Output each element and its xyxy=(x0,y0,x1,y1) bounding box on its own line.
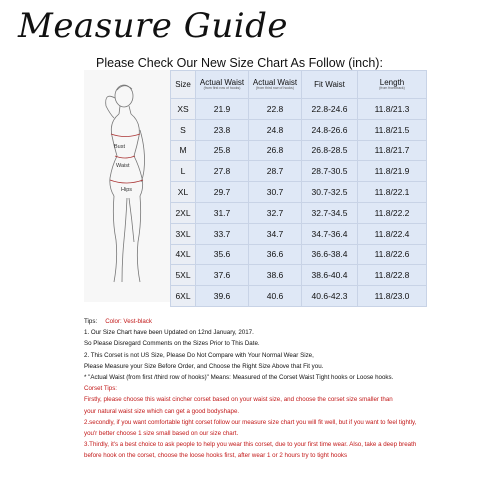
waist-label: Waist xyxy=(116,163,130,169)
actual-waist-third-cell: 26.8 xyxy=(249,140,302,161)
actual-waist-first-cell: 23.8 xyxy=(196,119,249,140)
fit-waist-cell: 40.6-42.3 xyxy=(302,286,358,307)
chart-subtitle: Please Check Our New Size Chart As Follow (inch): xyxy=(96,56,383,70)
actual-waist-first-cell: 39.6 xyxy=(196,286,249,307)
page-title: Measure Guide xyxy=(18,6,289,46)
header-fit-waist: Fit Waist xyxy=(302,71,358,99)
table-row xyxy=(171,99,427,120)
fit-waist-cell: 36.6-38.4 xyxy=(302,244,358,265)
tips-line: Tips: Color: Vest-black xyxy=(84,318,152,325)
actual-waist-third-cell: 24.8 xyxy=(249,119,302,140)
actual-waist-third-cell: 22.8 xyxy=(249,99,302,120)
corset-tips-heading: Corset Tips: xyxy=(84,385,118,393)
size-cell: 6XL xyxy=(171,286,196,307)
note-line: 2. This Corset is not US Size, Please Do Not Compare with Your Normal Wear Size, xyxy=(84,351,314,359)
size-cell: 4XL xyxy=(171,244,196,265)
length-cell: 11.8/21.5 xyxy=(358,119,427,140)
size-cell: XL xyxy=(171,182,196,203)
actual-waist-third-cell: 40.6 xyxy=(249,286,302,307)
header-actual-waist-first: Actual Waist (from first row of hooks) xyxy=(196,71,249,99)
length-cell: 11.8/21.7 xyxy=(358,140,427,161)
table-row xyxy=(171,119,427,140)
table-row xyxy=(171,140,427,161)
actual-waist-first-cell: 37.6 xyxy=(196,265,249,286)
corset-tip-line: 2.secondly, if you want comfortable tight corset follow our measure size chart you will fit well, but if you want to feel tightly, xyxy=(84,418,417,426)
length-cell: 11.8/21.9 xyxy=(358,161,427,182)
header-length: Length (from front/back) xyxy=(358,71,427,99)
actual-waist-first-cell: 25.8 xyxy=(196,140,249,161)
actual-waist-first-cell: 33.7 xyxy=(196,223,249,244)
actual-waist-first-cell: 31.7 xyxy=(196,202,249,223)
notes-section xyxy=(84,316,476,462)
size-cell: XS xyxy=(171,99,196,120)
fit-waist-cell: 28.7-30.5 xyxy=(302,161,358,182)
fit-waist-cell: 22.8-24.6 xyxy=(302,99,358,120)
table-header-row xyxy=(171,71,427,99)
body-figure xyxy=(84,70,170,302)
actual-waist-third-cell: 32.7 xyxy=(249,202,302,223)
size-cell: 2XL xyxy=(171,202,196,223)
actual-waist-first-cell: 21.9 xyxy=(196,99,249,120)
length-cell: 11.8/22.2 xyxy=(358,202,427,223)
corset-tip-line: your natural waist size which can get a good bodyshape. xyxy=(84,407,240,415)
fit-waist-cell: 30.7-32.5 xyxy=(302,182,358,203)
tips-color: Color: Vest-black xyxy=(105,318,152,325)
table-row xyxy=(171,202,427,223)
note-line: * "Actual Waist (from first /third row of hooks)" Means: Measured of the Corset Waist Tight hooks or Loose hooks. xyxy=(84,374,394,382)
actual-waist-first-cell: 27.8 xyxy=(196,161,249,182)
actual-waist-third-cell: 34.7 xyxy=(249,223,302,244)
table-row xyxy=(171,286,427,307)
length-cell: 11.8/22.1 xyxy=(358,182,427,203)
size-cell: S xyxy=(171,119,196,140)
note-line: Please Measure your Size Before Order, and Choose the Right Size Above that Fit you. xyxy=(84,362,324,370)
fit-waist-cell: 26.8-28.5 xyxy=(302,140,358,161)
actual-waist-third-cell: 28.7 xyxy=(249,161,302,182)
length-cell: 11.8/22.6 xyxy=(358,244,427,265)
length-cell: 11.8/21.3 xyxy=(358,99,427,120)
corset-tip-line: 3.Thirdly, it's a best choice to ask people to help you wear this corset, due to your first time wear. Also, take a deep breath xyxy=(84,441,417,449)
hips-label: Hips xyxy=(121,187,133,193)
size-cell: 5XL xyxy=(171,265,196,286)
table-row xyxy=(171,244,427,265)
size-chart-table xyxy=(170,70,427,307)
table-row xyxy=(171,182,427,203)
corset-tip-line: you'r better choose 1 size small based on our size chart. xyxy=(84,430,239,438)
corset-tip-line: Firstly, please choose this waist cincher corset based on your waist size, and choose the corset size smaller than xyxy=(84,396,393,404)
fit-waist-cell: 32.7-34.5 xyxy=(302,202,358,223)
table-row xyxy=(171,223,427,244)
header-actual-waist-third: Actual Waist (from third row of hooks) xyxy=(249,71,302,99)
note-line: 1. Our Size Chart have been Updated on 12nd January, 2017. xyxy=(84,329,254,337)
actual-waist-third-cell: 38.6 xyxy=(249,265,302,286)
length-cell: 11.8/23.0 xyxy=(358,286,427,307)
actual-waist-first-cell: 29.7 xyxy=(196,182,249,203)
table-row xyxy=(171,265,427,286)
corset-tip-line: before hook on the corset, choose the loose hooks first, after wear 1 or 2 hours try to tight hooks xyxy=(84,452,348,460)
length-cell: 11.8/22.8 xyxy=(358,265,427,286)
fit-waist-cell: 24.8-26.6 xyxy=(302,119,358,140)
size-cell: L xyxy=(171,161,196,182)
body-silhouette-illustration xyxy=(84,70,170,302)
actual-waist-third-cell: 30.7 xyxy=(249,182,302,203)
length-cell: 11.8/22.4 xyxy=(358,223,427,244)
table-row xyxy=(171,161,427,182)
fit-waist-cell: 38.6-40.4 xyxy=(302,265,358,286)
actual-waist-first-cell: 35.6 xyxy=(196,244,249,265)
note-line: So Please Disregard Comments on the Sizes Prior to This Date. xyxy=(84,340,260,348)
bust-label: Bust xyxy=(114,144,126,150)
fit-waist-cell: 34.7-36.4 xyxy=(302,223,358,244)
header-size: Size xyxy=(171,71,196,99)
actual-waist-third-cell: 36.6 xyxy=(249,244,302,265)
size-cell: M xyxy=(171,140,196,161)
size-cell: 3XL xyxy=(171,223,196,244)
